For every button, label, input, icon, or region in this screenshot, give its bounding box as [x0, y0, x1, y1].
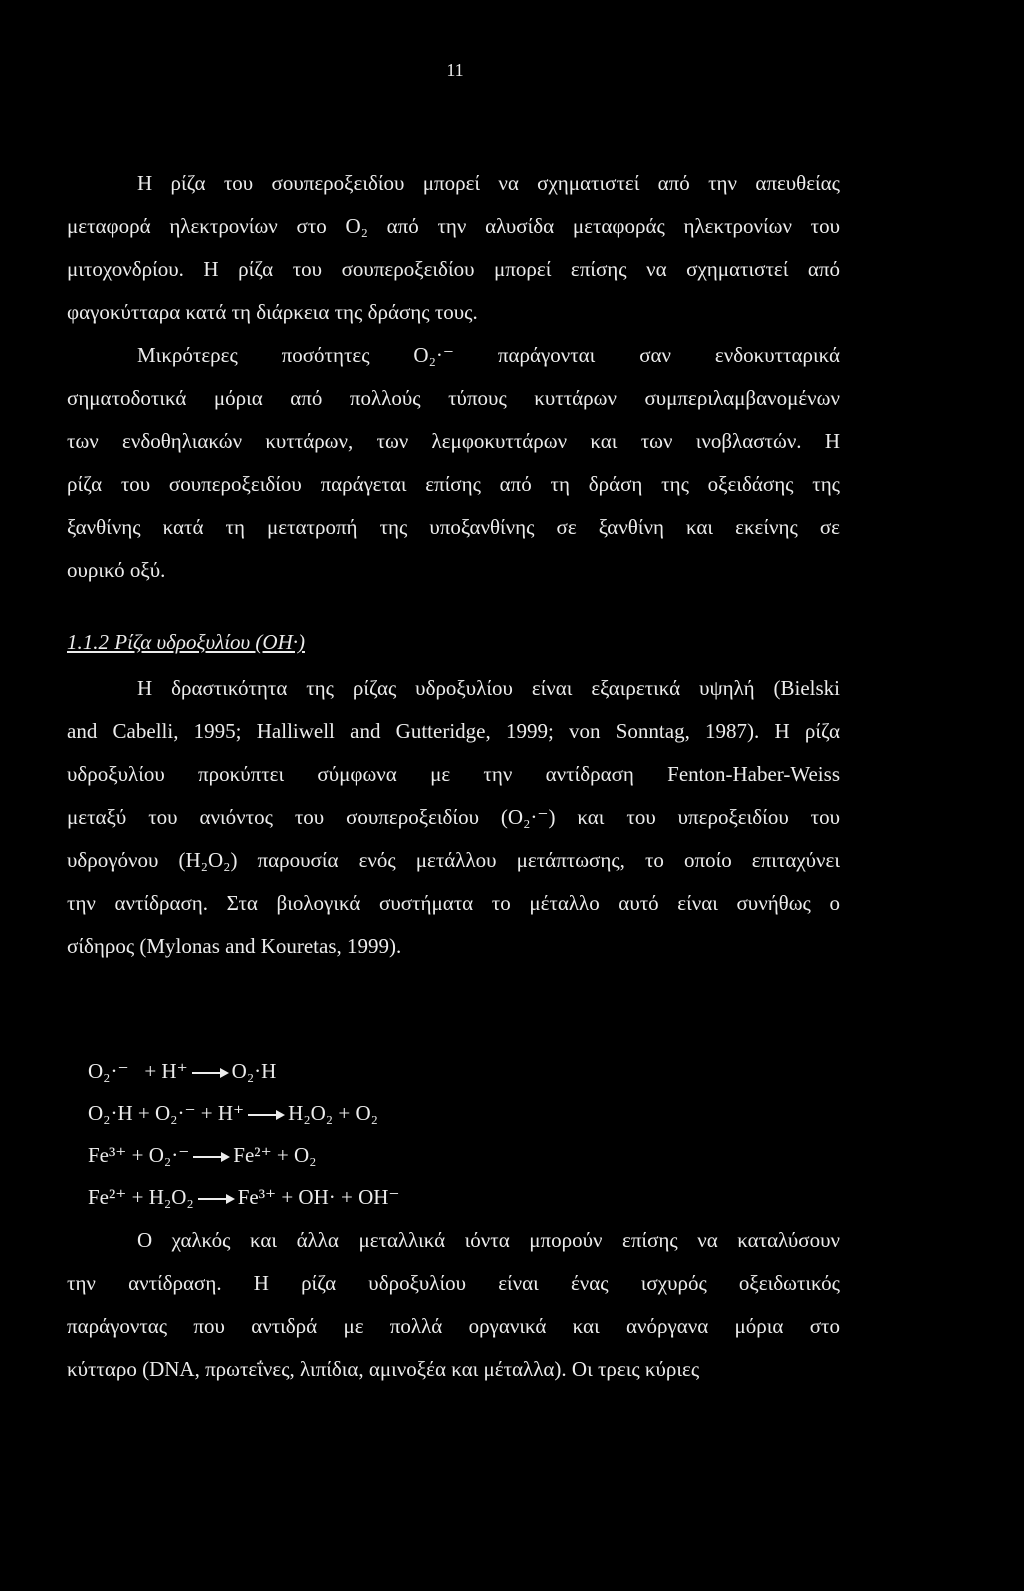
paragraph-line: Η δραστικότητα της ρίζας υδροξυλίου είναι εξαιρετικά υψηλή (Bielski	[137, 676, 840, 700]
paragraph	[67, 667, 840, 968]
reaction-arrow-icon	[198, 1198, 228, 1200]
paragraph-line: μιτοχονδρίου. Η ρίζα του σουπεροξειδίου μπορεί επίσης να σχηματιστεί από	[67, 257, 840, 281]
text-block-superoxide	[67, 162, 840, 592]
paragraph-line: μεταξύ του ανιόντος του σουπεροξειδίου (O₂·⁻) και του υπεροξειδίου του	[67, 805, 840, 829]
reaction-arrow-icon	[248, 1114, 278, 1116]
section-heading: 1.1.2 Ρίζα υδροξυλίου (OH·)	[67, 630, 305, 654]
paragraph	[67, 334, 840, 592]
reaction-arrow-icon	[192, 1072, 222, 1074]
paragraph-line: παράγοντας που αντιδρά με πολλά οργανικά και ανόργανα μόρια στο	[67, 1314, 840, 1338]
paragraph	[67, 1219, 840, 1391]
reaction-arrow-icon	[193, 1156, 223, 1158]
reaction-equation	[67, 1008, 567, 1083]
reaction-reactants: O₂·⁻ + H⁺	[88, 1059, 188, 1083]
text-block-hydroxyl	[67, 667, 840, 968]
paragraph	[67, 162, 840, 334]
reaction-reactants: Fe²⁺ + H₂O₂	[88, 1185, 194, 1209]
paragraph-line: ουρικό οξύ.	[67, 558, 166, 582]
paragraph-line: κύτταρο (DNA, πρωτεΐνες, λιπίδια, αμινοξέα και μέταλλα). Οι τρεις κύριες	[67, 1357, 700, 1381]
paragraph-line: and Cabelli, 1995; Halliwell and Gutteridge, 1999; von Sonntag, 1987). Η ρίζα	[67, 719, 840, 743]
reaction-reactants: O₂·H + O₂·⁻ + H⁺	[88, 1101, 245, 1125]
paragraph-line: Ο χαλκός και άλλα μεταλλικά ιόντα μπορούν επίσης να καταλύσουν	[137, 1228, 840, 1252]
paragraph-line: φαγοκύτταρα κατά τη διάρκεια της δράσης τους.	[67, 300, 478, 324]
reaction-products: Fe²⁺ + O₂	[233, 1143, 317, 1167]
paragraph-line: Μικρότερες ποσότητες O₂·⁻ παράγονται σαν ενδοκυτταρικά	[137, 343, 840, 367]
paragraph-line: μεταφορά ηλεκτρονίων στο O₂ από την αλυσίδα μεταφοράς ηλεκτρονίων του	[67, 214, 840, 238]
reaction-products: O₂·H	[231, 1059, 277, 1083]
reaction-list	[67, 1008, 567, 1209]
paragraph-line: υδροξυλίου προκύπτει σύμφωνα με την αντίδραση Fenton-Haber-Weiss	[67, 762, 840, 786]
paragraph-line: των ενδοθηλιακών κυττάρων, των λεμφοκυττάρων και των ινοβλαστών. Η	[67, 429, 840, 453]
paragraph-line: ξανθίνης κατά τη μετατροπή της υποξανθίνης σε ξανθίνη και εκείνης σε	[67, 515, 840, 539]
reaction-reactants: Fe³⁺ + O₂·⁻	[88, 1143, 190, 1167]
reaction-products: H₂O₂ + O₂	[288, 1101, 378, 1125]
paragraph-line: Η ρίζα του σουπεροξειδίου μπορεί να σχηματιστεί από την απευθείας	[137, 171, 840, 195]
page-number: 11	[446, 60, 464, 80]
text-block-catalysis	[67, 1219, 840, 1391]
paragraph-line: την αντίδραση. Στα βιολογικά συστήματα το μέταλλο αυτό είναι συνήθως ο	[67, 891, 840, 915]
reaction-products: Fe³⁺ + OH· + OH⁻	[237, 1185, 400, 1209]
paragraph-line: σίδηρος (Mylonas and Kouretas, 1999).	[67, 934, 402, 958]
paragraph-line: την αντίδραση. Η ρίζα υδροξυλίου είναι ένας ισχυρός οξειδωτικός	[67, 1271, 840, 1295]
paragraph-line: ρίζα του σουπεροξειδίου παράγεται επίσης από τη δράση της οξειδάσης της	[67, 472, 840, 496]
paragraph-line: σηματοδοτικά μόρια από πολλούς τύπους κυττάρων συμπεριλαμβανομένων	[67, 386, 840, 410]
paragraph-line: υδρογόνου (H₂O₂) παρουσία ενός μετάλλου μετάπτωσης, το οποίο επιταχύνει	[67, 848, 840, 872]
